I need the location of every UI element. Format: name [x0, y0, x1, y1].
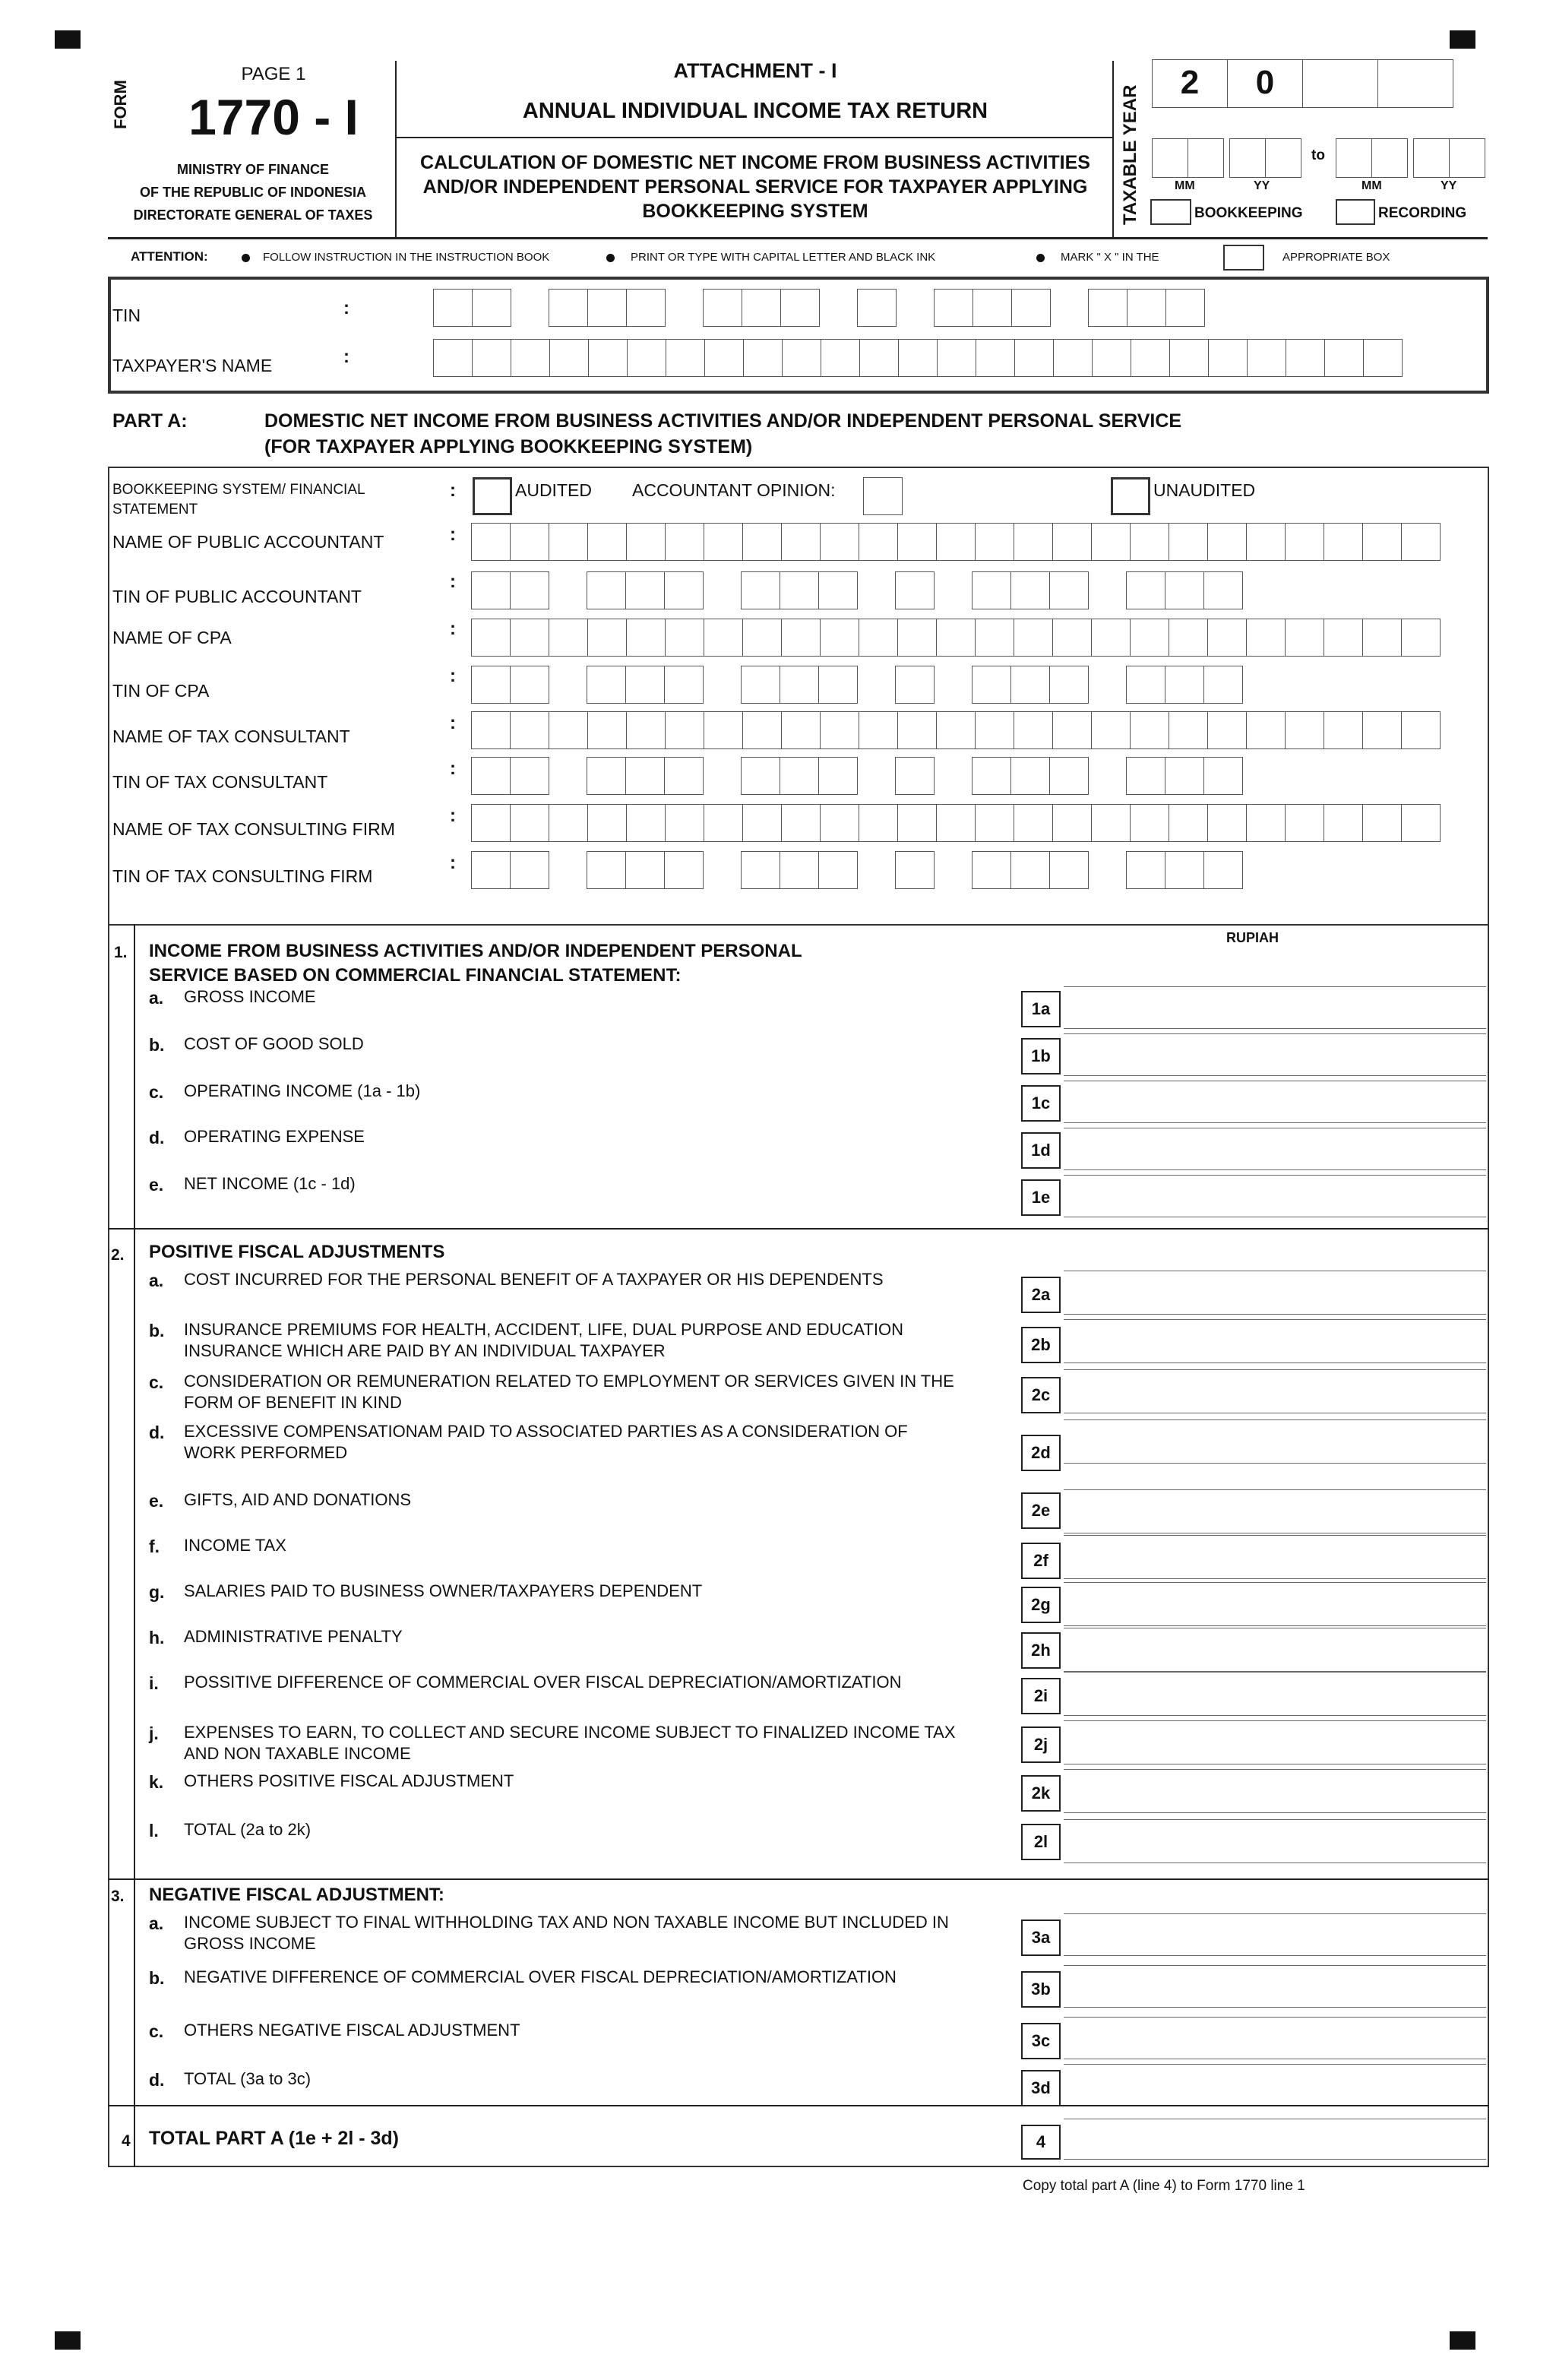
- field-label: TIN OF CPA: [112, 681, 210, 701]
- row-letter: b.: [149, 1321, 165, 1340]
- audited-checkbox[interactable]: [473, 477, 512, 515]
- attachment-label: ATTACHMENT - I: [673, 59, 837, 82]
- row-text: ADMINISTRATIVE PENALTY: [184, 1627, 403, 1646]
- label-line: STATEMENT: [112, 502, 198, 517]
- row-text: GROSS INCOME: [184, 987, 316, 1006]
- row-letter: j.: [149, 1723, 159, 1743]
- row-description: [184, 2068, 311, 2090]
- row-description: [184, 1722, 956, 1764]
- number-column-divider: [134, 924, 135, 2167]
- amount-field-3d[interactable]: [1064, 2064, 1486, 2106]
- row-text: NEGATIVE DIFFERENCE OF COMMERCIAL OVER FISCAL DEPRECIATION/AMORTIZATION: [184, 1967, 897, 1986]
- line-code: 1b: [1021, 1038, 1061, 1074]
- field-label: TIN OF TAX CONSULTANT: [112, 772, 328, 792]
- amount-field-2d[interactable]: [1064, 1419, 1486, 1464]
- row-text: INCOME SUBJECT TO FINAL WITHHOLDING TAX AND NON TAXABLE INCOME BUT INCLUDED IN: [184, 1913, 949, 1932]
- row-description: [184, 1912, 949, 1954]
- amount-field-2g[interactable]: [1064, 1582, 1486, 1626]
- tax-consulting-firm-name-field[interactable]: [471, 804, 1440, 842]
- registration-mark: [55, 2331, 81, 2350]
- line-code: 1a: [1021, 991, 1061, 1027]
- amount-field-2l[interactable]: [1064, 1819, 1486, 1863]
- period-end-boxes: [1336, 138, 1485, 178]
- row-letter: f.: [149, 1537, 160, 1556]
- to-label: to: [1311, 147, 1325, 163]
- accountant-opinion-box[interactable]: [863, 477, 903, 515]
- line-code: 3a: [1021, 1920, 1061, 1956]
- line-code: 2l: [1021, 1824, 1061, 1860]
- colon: :: [343, 347, 349, 367]
- year-digit[interactable]: [1302, 59, 1378, 108]
- row-text: OPERATING EXPENSE: [184, 1127, 365, 1146]
- amount-field-1d[interactable]: [1064, 1128, 1486, 1170]
- period-end-mm[interactable]: [1371, 138, 1408, 178]
- row-text: EXCESSIVE COMPENSATIONAM PAID TO ASSOCIATED PARTIES AS A CONSIDERATION OF: [184, 1422, 908, 1441]
- line-code: 2b: [1021, 1327, 1061, 1363]
- taxpayer-name-label: TAXPAYER'S NAME: [112, 356, 273, 375]
- row-text: POSSITIVE DIFFERENCE OF COMMERCIAL OVER FISCAL DEPRECIATION/AMORTIZATION: [184, 1673, 902, 1692]
- bullet-icon: [1036, 254, 1045, 262]
- amount-field-1c[interactable]: [1064, 1081, 1486, 1123]
- section-number: 4: [122, 2132, 131, 2150]
- form-label: FORM: [111, 80, 130, 129]
- amount-field-3a[interactable]: [1064, 1913, 1486, 1956]
- unaudited-checkbox[interactable]: [1111, 477, 1150, 515]
- cpa-name-field[interactable]: [471, 619, 1440, 657]
- field-label: TIN OF TAX CONSULTING FIRM: [112, 866, 373, 886]
- tax-consultant-name-field[interactable]: [471, 711, 1440, 749]
- tin-label: TIN: [112, 305, 141, 325]
- amount-field-2c[interactable]: [1064, 1369, 1486, 1413]
- year-boxes: [1152, 59, 1453, 108]
- section-divider: [108, 1878, 1489, 1880]
- registration-mark: [1450, 30, 1475, 49]
- registration-mark: [1450, 2331, 1475, 2350]
- row-letter: c.: [149, 1372, 164, 1392]
- line-code: 2f: [1021, 1543, 1061, 1579]
- row-description: [184, 986, 316, 1008]
- section-1-title: INCOME FROM BUSINESS ACTIVITIES AND/OR INDEPENDENT PERSONAL: [149, 941, 802, 961]
- row-description: [184, 2020, 520, 2041]
- period-end-mm[interactable]: [1336, 138, 1372, 178]
- amount-field-2h[interactable]: [1064, 1628, 1486, 1672]
- row-description: [184, 1371, 954, 1413]
- row-letter: b.: [149, 1968, 165, 1988]
- return-title: ANNUAL INDIVIDUAL INCOME TAX RETURN: [522, 99, 988, 123]
- amount-field-1b[interactable]: [1064, 1033, 1486, 1076]
- ministry-block: [114, 158, 392, 226]
- row-letter: a.: [149, 988, 164, 1008]
- row-letter: l.: [149, 1821, 159, 1840]
- colon: :: [450, 666, 456, 686]
- colon: :: [450, 571, 456, 592]
- line-code: 2d: [1021, 1435, 1061, 1471]
- line-code: 3d: [1021, 2070, 1061, 2106]
- divider: [397, 137, 1114, 138]
- row-letter: b.: [149, 1035, 165, 1055]
- row-text: SALARIES PAID TO BUSINESS OWNER/TAXPAYERS DEPENDENT: [184, 1581, 703, 1600]
- line-code: 1c: [1021, 1085, 1061, 1122]
- bookkeeping-label: BOOKKEEPING: [1194, 205, 1303, 221]
- row-text: CONSIDERATION OR REMUNERATION RELATED TO EMPLOYMENT OR SERVICES GIVEN IN THE: [184, 1372, 954, 1391]
- amount-field-2j[interactable]: [1064, 1720, 1486, 1764]
- section-3-title: NEGATIVE FISCAL ADJUSTMENT:: [149, 1885, 444, 1905]
- part-a-label: PART A:: [112, 410, 188, 432]
- unaudited-label: UNAUDITED: [1153, 480, 1256, 500]
- row-text: TOTAL (2a to 2k): [184, 1820, 312, 1839]
- public-accountant-tin-field[interactable]: [471, 571, 1242, 609]
- divider: [395, 61, 397, 237]
- row-letter: c.: [149, 1082, 164, 1102]
- row-text: OTHERS POSITIVE FISCAL ADJUSTMENT: [184, 1771, 514, 1790]
- line-code: 2i: [1021, 1678, 1061, 1714]
- calculation-title: [398, 150, 1112, 223]
- row-text: WORK PERFORMED: [184, 1443, 348, 1462]
- section-divider: [108, 1228, 1489, 1230]
- row-letter: k.: [149, 1772, 164, 1792]
- page-label: PAGE 1: [241, 64, 306, 84]
- attention-item: APPROPRIATE BOX: [1282, 251, 1390, 264]
- row-description: [184, 1421, 908, 1464]
- row-letter: e.: [149, 1175, 164, 1195]
- row-letter: i.: [149, 1673, 159, 1693]
- period-start-yy[interactable]: [1229, 138, 1266, 178]
- field-label: NAME OF TAX CONSULTANT: [112, 726, 350, 746]
- amount-field-2e[interactable]: [1064, 1489, 1486, 1533]
- sample-checkbox: [1223, 245, 1264, 271]
- year-digit[interactable]: 0: [1227, 59, 1303, 108]
- ministry-line: MINISTRY OF FINANCE: [176, 162, 329, 177]
- period-start-mm[interactable]: [1152, 138, 1188, 178]
- period-end-yy[interactable]: [1449, 138, 1485, 178]
- mm-label: MM: [1362, 179, 1382, 192]
- attention-item: MARK " X " IN THE: [1061, 251, 1159, 264]
- line-code: 2c: [1021, 1377, 1061, 1413]
- year-digit[interactable]: [1377, 59, 1453, 108]
- colon: :: [450, 619, 456, 639]
- row-text: NET INCOME (1c - 1d): [184, 1174, 356, 1193]
- row-text: OPERATING INCOME (1a - 1b): [184, 1081, 421, 1100]
- amount-field-2f[interactable]: [1064, 1535, 1486, 1579]
- line-code: 2j: [1021, 1726, 1061, 1763]
- bullet-icon: [606, 254, 615, 262]
- recording-checkbox[interactable]: [1336, 199, 1375, 225]
- section-1-title: SERVICE BASED ON COMMERCIAL FINANCIAL STATEMENT:: [149, 965, 682, 986]
- bookkeeping-checkbox[interactable]: [1150, 199, 1191, 225]
- bookkeeping-system-label: [112, 480, 365, 520]
- rupiah-label: RUPIAH: [1226, 930, 1279, 945]
- tax-consultant-tin-field[interactable]: [471, 757, 1242, 795]
- row-letter: a.: [149, 1913, 164, 1933]
- colon: :: [450, 805, 456, 826]
- line-code: 2h: [1021, 1632, 1061, 1669]
- yy-label: YY: [1254, 179, 1270, 192]
- row-description: [184, 1819, 311, 1840]
- year-digit[interactable]: 2: [1152, 59, 1228, 108]
- label-line: BOOKKEEPING SYSTEM/ FINANCIAL: [112, 482, 365, 498]
- tax-consulting-firm-tin-field[interactable]: [471, 851, 1242, 889]
- amount-field-2k[interactable]: [1064, 1769, 1486, 1813]
- divider: [1112, 61, 1114, 237]
- row-letter: g.: [149, 1582, 165, 1602]
- total-part-a-amount[interactable]: [1064, 2119, 1486, 2160]
- ministry-line: DIRECTORATE GENERAL OF TAXES: [133, 207, 373, 223]
- section-number: 3.: [111, 1888, 125, 1905]
- public-accountant-name-field[interactable]: [471, 523, 1440, 561]
- amount-field-2b[interactable]: [1064, 1319, 1486, 1363]
- row-description: [184, 1672, 901, 1693]
- row-text: INSURANCE PREMIUMS FOR HEALTH, ACCIDENT, LIFE, DUAL PURPOSE AND EDUCATION: [184, 1320, 903, 1339]
- amount-field-3b[interactable]: [1064, 1965, 1486, 2008]
- row-text: COST INCURRED FOR THE PERSONAL BENEFIT OF A TAXPAYER OR HIS DEPENDENTS: [184, 1270, 884, 1289]
- row-letter: d.: [149, 2070, 165, 2090]
- row-text: INSURANCE WHICH ARE PAID BY AN INDIVIDUAL TAXPAYER: [184, 1341, 666, 1360]
- calc-line: BOOKKEEPING SYSTEM: [642, 201, 868, 222]
- line-code: 1d: [1021, 1132, 1061, 1169]
- row-description: [184, 1626, 403, 1647]
- yy-label: YY: [1441, 179, 1457, 192]
- period-end-yy[interactable]: [1413, 138, 1450, 178]
- field-label: TIN OF PUBLIC ACCOUNTANT: [112, 587, 362, 606]
- row-description: [184, 1771, 514, 1792]
- row-description: [184, 1173, 356, 1195]
- row-description: [184, 1489, 411, 1511]
- section-number: 2.: [111, 1246, 125, 1264]
- audited-label: AUDITED: [515, 480, 592, 500]
- section-2-title: POSITIVE FISCAL ADJUSTMENTS: [149, 1242, 445, 1262]
- period-start-yy[interactable]: [1265, 138, 1301, 178]
- accountant-opinion-label: ACCOUNTANT OPINION:: [632, 480, 836, 500]
- row-description: [184, 1535, 286, 1556]
- line-code: 2a: [1021, 1277, 1061, 1313]
- row-description: [184, 1269, 884, 1290]
- row-letter: d.: [149, 1128, 165, 1147]
- taxable-year-label: TAXABLE YEAR: [1120, 84, 1140, 225]
- amount-field-1e[interactable]: [1064, 1175, 1486, 1217]
- row-text: EXPENSES TO EARN, TO COLLECT AND SECURE INCOME SUBJECT TO FINALIZED INCOME TAX: [184, 1723, 956, 1742]
- attention-item: PRINT OR TYPE WITH CAPITAL LETTER AND BLACK INK: [631, 251, 936, 264]
- row-description: [184, 1967, 897, 1988]
- calc-line: AND/OR INDEPENDENT PERSONAL SERVICE FOR TAXPAYER APPLYING: [422, 176, 1088, 198]
- row-description: [184, 1033, 364, 1055]
- form-number: 1770 - I: [188, 89, 359, 145]
- row-letter: h.: [149, 1628, 165, 1647]
- recording-label: RECORDING: [1378, 205, 1467, 221]
- line-code: 2k: [1021, 1775, 1061, 1812]
- total-part-a-label: TOTAL PART A (1e + 2l - 3d): [149, 2128, 399, 2149]
- row-description: [184, 1581, 702, 1602]
- colon: :: [450, 853, 456, 873]
- row-text: GROSS INCOME: [184, 1934, 316, 1953]
- attention-item: FOLLOW INSTRUCTION IN THE INSTRUCTION BOOK: [263, 251, 550, 264]
- bullet-icon: [242, 254, 250, 262]
- colon: :: [450, 713, 456, 733]
- cpa-tin-field[interactable]: [471, 666, 1242, 704]
- row-text: COST OF GOOD SOLD: [184, 1034, 364, 1053]
- taxpayer-name-field[interactable]: [433, 339, 1402, 377]
- line-code: 3b: [1021, 1971, 1061, 2008]
- row-text: OTHERS NEGATIVE FISCAL ADJUSTMENT: [184, 2021, 520, 2040]
- amount-field-3c[interactable]: [1064, 2017, 1486, 2059]
- mm-label: MM: [1175, 179, 1195, 192]
- ministry-line: OF THE REPUBLIC OF INDONESIA: [139, 185, 366, 200]
- period-start-mm[interactable]: [1188, 138, 1224, 178]
- line-code: 2e: [1021, 1492, 1061, 1529]
- field-label: NAME OF CPA: [112, 628, 232, 647]
- footer-note: Copy total part A (line 4) to Form 1770 line 1: [1023, 2178, 1305, 2194]
- row-letter: d.: [149, 1423, 165, 1442]
- section-number: 1.: [114, 944, 128, 961]
- calc-line: CALCULATION OF DOMESTIC NET INCOME FROM BUSINESS ACTIVITIES: [420, 152, 1090, 173]
- row-letter: c.: [149, 2021, 164, 2041]
- amount-field-2a[interactable]: [1064, 1271, 1486, 1315]
- row-letter: a.: [149, 1271, 164, 1290]
- line-code: 4: [1021, 2125, 1061, 2160]
- colon: :: [450, 480, 456, 501]
- row-text: GIFTS, AID AND DONATIONS: [184, 1490, 412, 1509]
- row-letter: e.: [149, 1491, 164, 1511]
- row-description: [184, 1081, 420, 1102]
- field-label: NAME OF PUBLIC ACCOUNTANT: [112, 532, 384, 552]
- row-description: [184, 1319, 903, 1362]
- colon: :: [450, 524, 456, 545]
- amount-field-2i[interactable]: [1064, 1672, 1486, 1716]
- header-rule: [108, 237, 1488, 239]
- field-label: NAME OF TAX CONSULTING FIRM: [112, 819, 395, 839]
- row-text: INCOME TAX: [184, 1536, 286, 1555]
- line-code: 2g: [1021, 1587, 1061, 1623]
- row-text: AND NON TAXABLE INCOME: [184, 1744, 411, 1763]
- line-code: 3c: [1021, 2023, 1061, 2059]
- attention-label: ATTENTION:: [131, 249, 208, 264]
- row-text: TOTAL (3a to 3c): [184, 2069, 312, 2088]
- period-start-boxes: [1152, 138, 1301, 178]
- part-a-subtitle: (FOR TAXPAYER APPLYING BOOKKEEPING SYSTEM): [264, 436, 753, 457]
- registration-mark: [55, 30, 81, 49]
- part-a-title: DOMESTIC NET INCOME FROM BUSINESS ACTIVITIES AND/OR INDEPENDENT PERSONAL SERVICE: [264, 410, 1182, 432]
- line-code: 1e: [1021, 1179, 1061, 1216]
- colon: :: [450, 758, 456, 779]
- section-divider: [108, 2105, 1489, 2106]
- colon: :: [343, 298, 349, 318]
- tin-field[interactable]: [433, 289, 1204, 327]
- row-text: FORM OF BENEFIT IN KIND: [184, 1393, 402, 1412]
- row-description: [184, 1126, 365, 1147]
- amount-field-1a[interactable]: [1064, 986, 1486, 1029]
